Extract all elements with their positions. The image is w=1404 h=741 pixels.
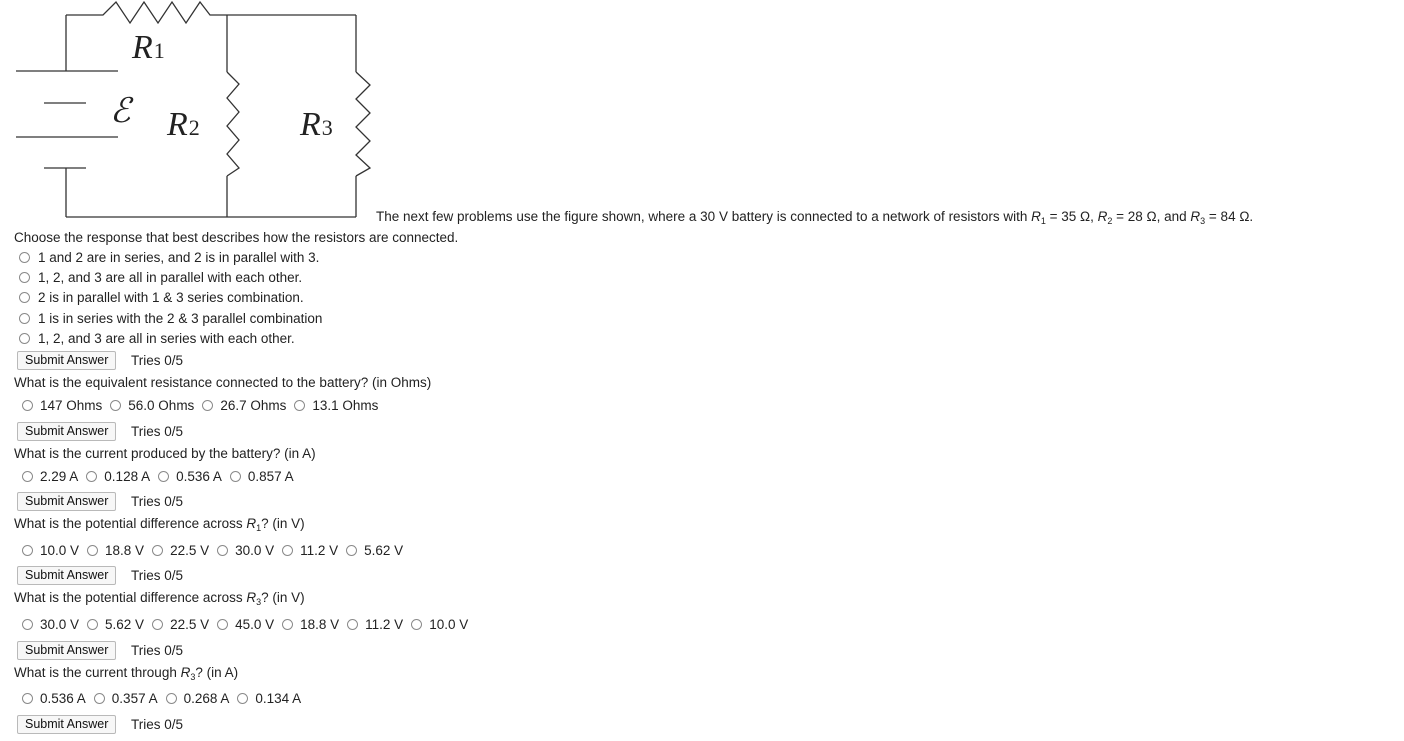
q2-submit-button[interactable]: Submit Answer: [17, 422, 116, 441]
q3-option[interactable]: [158, 469, 222, 484]
option-label: 147 Ohms: [40, 398, 103, 413]
option-label: 22.5 V: [170, 543, 210, 558]
radio-button[interactable]: [166, 693, 177, 704]
q4-option[interactable]: [87, 543, 144, 558]
radio-button[interactable]: [217, 545, 228, 556]
q1-option[interactable]: [19, 311, 322, 326]
radio-button[interactable]: [86, 471, 97, 482]
r1-sub: 1: [1040, 216, 1046, 226]
q6-option[interactable]: [237, 691, 301, 706]
radio-button[interactable]: [346, 545, 357, 556]
problem-intro: [376, 209, 1253, 226]
r3-value: = 84 Ω.: [1205, 209, 1254, 224]
radio-button[interactable]: [19, 272, 30, 283]
option-label: 0.128 A: [104, 469, 151, 484]
q3-submit-button[interactable]: Submit Answer: [17, 492, 116, 511]
q4-option[interactable]: [152, 543, 209, 558]
radio-button[interactable]: [19, 313, 30, 324]
q5-option[interactable]: [22, 617, 79, 632]
q3-option[interactable]: [230, 469, 294, 484]
option-label: 1 and 2 are in series, and 2 is in parallel with 3.: [38, 250, 320, 265]
radio-button[interactable]: [22, 545, 33, 556]
q5-option[interactable]: [87, 617, 144, 632]
q2-option[interactable]: [110, 398, 194, 413]
q4-var: R: [246, 516, 257, 531]
option-label: 0.268 A: [183, 691, 230, 706]
q5-var: R: [246, 590, 257, 605]
radio-button[interactable]: [282, 545, 293, 556]
option-label: 0.536 A: [40, 691, 86, 706]
q4-option[interactable]: [346, 543, 403, 558]
q1-option[interactable]: [19, 290, 304, 305]
q4-option[interactable]: [22, 543, 79, 558]
radio-button[interactable]: [158, 471, 169, 482]
option-label: 5.62 V: [364, 543, 404, 558]
q6-option[interactable]: [22, 691, 86, 706]
q6-var: R: [180, 665, 191, 680]
q1-option[interactable]: [19, 270, 302, 285]
r2-sub: 2: [1107, 216, 1113, 226]
option-label: 18.8 V: [105, 543, 145, 558]
q4-options: [22, 543, 411, 558]
radio-button[interactable]: [152, 545, 163, 556]
r3-sub: 3: [1200, 216, 1206, 226]
q1-submit-button[interactable]: Submit Answer: [17, 351, 116, 370]
q3-option[interactable]: [86, 469, 150, 484]
q3-option[interactable]: [22, 469, 78, 484]
q1-option[interactable]: [19, 331, 295, 346]
q4-tries-counter: Tries 0/5: [131, 568, 184, 583]
emf-label: ℰ: [110, 93, 131, 130]
option-label: 13.1 Ohms: [312, 398, 379, 413]
q5-sub: 3: [256, 597, 262, 607]
radio-button[interactable]: [237, 693, 248, 704]
radio-button[interactable]: [110, 400, 121, 411]
radio-button[interactable]: [19, 333, 30, 344]
option-label: 5.62 V: [105, 617, 145, 632]
radio-button[interactable]: [294, 400, 305, 411]
radio-button[interactable]: [87, 545, 98, 556]
r2-resistor-zigzag: [227, 72, 239, 176]
q4-question-text: [14, 516, 305, 533]
intro-text: The next few problems use the figure shown, where a 30 V battery is connected to a network of resistors with: [376, 209, 1032, 224]
option-label: 1, 2, and 3 are all in parallel with each other.: [38, 270, 303, 285]
q6-tries-counter: Tries 0/5: [131, 717, 184, 732]
option-label: 2.29 A: [40, 469, 79, 484]
option-label: 1, 2, and 3 are all in series with each other.: [38, 331, 295, 346]
q5-text-a: What is the potential difference across: [14, 590, 247, 605]
option-label: 22.5 V: [170, 617, 210, 632]
q4-submit-button[interactable]: Submit Answer: [17, 566, 116, 585]
option-label: 18.8 V: [300, 617, 340, 632]
option-label: 26.7 Ohms: [220, 398, 287, 413]
q2-options: [22, 398, 386, 413]
radio-button[interactable]: [22, 471, 33, 482]
option-label: 11.2 V: [365, 617, 404, 632]
q1-tries-counter: Tries 0/5: [131, 353, 184, 368]
q1-option[interactable]: [19, 250, 319, 265]
q3-options: [22, 469, 302, 484]
option-label: 0.357 A: [111, 691, 158, 706]
radio-button[interactable]: [347, 619, 358, 630]
radio-button[interactable]: [202, 400, 213, 411]
q4-option[interactable]: [217, 543, 274, 558]
q2-option[interactable]: [202, 398, 286, 413]
radio-button[interactable]: [282, 619, 293, 630]
q5-option[interactable]: [282, 617, 339, 632]
r2-var: R: [1097, 209, 1108, 224]
r3-var: R: [1190, 209, 1201, 224]
q5-options: [22, 617, 476, 632]
option-label: 2 is in parallel with 1 & 3 series combination.: [38, 290, 304, 305]
q4-option[interactable]: [282, 543, 338, 558]
q5-question-text: [14, 590, 305, 607]
q2-option[interactable]: [22, 398, 102, 413]
option-label: 10.0 V: [429, 617, 469, 632]
r1-value: = 35 Ω,: [1045, 209, 1098, 224]
option-label: 0.857 A: [247, 469, 294, 484]
q5-option[interactable]: [152, 617, 209, 632]
radio-button[interactable]: [230, 471, 241, 482]
radio-button[interactable]: [217, 619, 228, 630]
option-label: 10.0 V: [40, 543, 80, 558]
radio-button[interactable]: [87, 619, 98, 630]
q6-sub: 3: [190, 672, 196, 682]
radio-button[interactable]: [22, 619, 33, 630]
q4-text-b: ? (in V): [261, 516, 305, 531]
option-label: 30.0 V: [235, 543, 275, 558]
q3-tries-counter: Tries 0/5: [131, 494, 184, 509]
q2-question-text: What is the equivalent resistance connected to the battery? (in Ohms): [14, 375, 432, 390]
q6-option[interactable]: [166, 691, 230, 706]
r1-label: R1: [132, 29, 165, 66]
radio-button[interactable]: [22, 693, 33, 704]
q2-option[interactable]: [294, 398, 378, 413]
radio-button[interactable]: [411, 619, 422, 630]
q2-tries-counter: Tries 0/5: [131, 424, 184, 439]
radio-button[interactable]: [152, 619, 163, 630]
q5-submit-button[interactable]: Submit Answer: [17, 641, 116, 660]
radio-button[interactable]: [94, 693, 105, 704]
q5-option[interactable]: [411, 617, 468, 632]
q6-options: [22, 691, 309, 706]
q6-text-b: ? (in A): [195, 665, 239, 680]
circuit-diagram: [0, 0, 372, 222]
option-label: 1 is in series with the 2 & 3 parallel combination: [38, 311, 323, 326]
q4-sub: 1: [256, 523, 262, 533]
q6-question-text: [14, 665, 238, 682]
option-label: 0.536 A: [176, 469, 222, 484]
q6-submit-button[interactable]: Submit Answer: [17, 715, 116, 734]
q6-text-a: What is the current through: [14, 665, 181, 680]
q3-question-text: What is the current produced by the battery? (in A): [14, 446, 316, 461]
q5-tries-counter: Tries 0/5: [131, 643, 184, 658]
r3-label: R3: [300, 106, 333, 143]
q6-option[interactable]: [94, 691, 158, 706]
radio-button[interactable]: [19, 252, 30, 263]
option-label: 0.134 A: [255, 691, 302, 706]
q1-question-text: Choose the response that best describes how the resistors are connected.: [14, 230, 459, 245]
radio-button[interactable]: [19, 292, 30, 303]
option-label: 30.0 V: [40, 617, 80, 632]
r2-value: = 28 Ω, and: [1112, 209, 1191, 224]
radio-button[interactable]: [22, 400, 33, 411]
q5-option[interactable]: [217, 617, 274, 632]
option-label: 56.0 Ohms: [128, 398, 195, 413]
q5-text-b: ? (in V): [261, 590, 305, 605]
r2-label: R2: [167, 106, 200, 143]
r3-resistor-zigzag: [356, 72, 370, 176]
option-label: 11.2 V: [300, 543, 339, 558]
option-label: 45.0 V: [235, 617, 275, 632]
q5-option[interactable]: [347, 617, 403, 632]
r1-resistor-wire: [66, 2, 356, 23]
r1-var: R: [1031, 209, 1041, 224]
q4-text-a: What is the potential difference across: [14, 516, 247, 531]
